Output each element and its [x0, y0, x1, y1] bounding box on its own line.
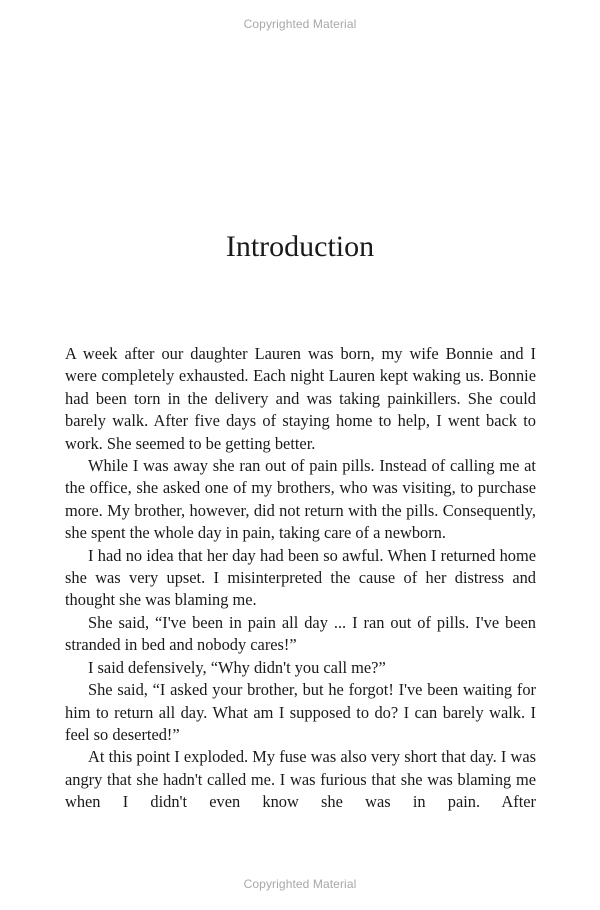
chapter-body	[65, 343, 536, 814]
paragraph: At this point I exploded. My fuse was also very short that day. I was angry that she hadn't called me. I was furious that she was blaming me when I didn't even know she was in pain. After	[65, 747, 536, 812]
copyright-watermark-bottom: Copyrighted Material	[243, 877, 357, 891]
paragraph: I said defensively, “Why didn't you call me?”	[88, 657, 386, 677]
paragraph: A week after our daughter Lauren was born, my wife Bonnie and I were completely exhausted. Each night Lauren kept waking us. Bonnie had been torn in the delivery and was taking painkillers. She could barely walk. After five days of staying home to help, I went back to work. She seemed to be getting better.	[65, 344, 536, 453]
paragraph: While I was away she ran out of pain pills. Instead of calling me at the office, she asked one of my brothers, who was visiting, to purchase more. My brother, however, did not return with the pills. Consequently, she spent the whole day in pain, taking care of a newborn.	[65, 456, 536, 543]
paragraph: She said, “I asked your brother, but he forgot! I've been waiting for him to return all day. What am I supposed to do? I can barely walk. I feel so deserted!”	[65, 680, 536, 744]
copyright-watermark-top: Copyrighted Material	[243, 17, 357, 31]
paragraph: She said, “I've been in pain all day ... I ran out of pills. I've been stranded in bed and nobody cares!”	[65, 612, 536, 655]
chapter-title: Introduction	[225, 230, 375, 263]
paragraph: I had no idea that her day had been so awful. When I returned home she was very upset. I misinterpreted the cause of her distress and thought she was blaming me.	[65, 545, 536, 610]
